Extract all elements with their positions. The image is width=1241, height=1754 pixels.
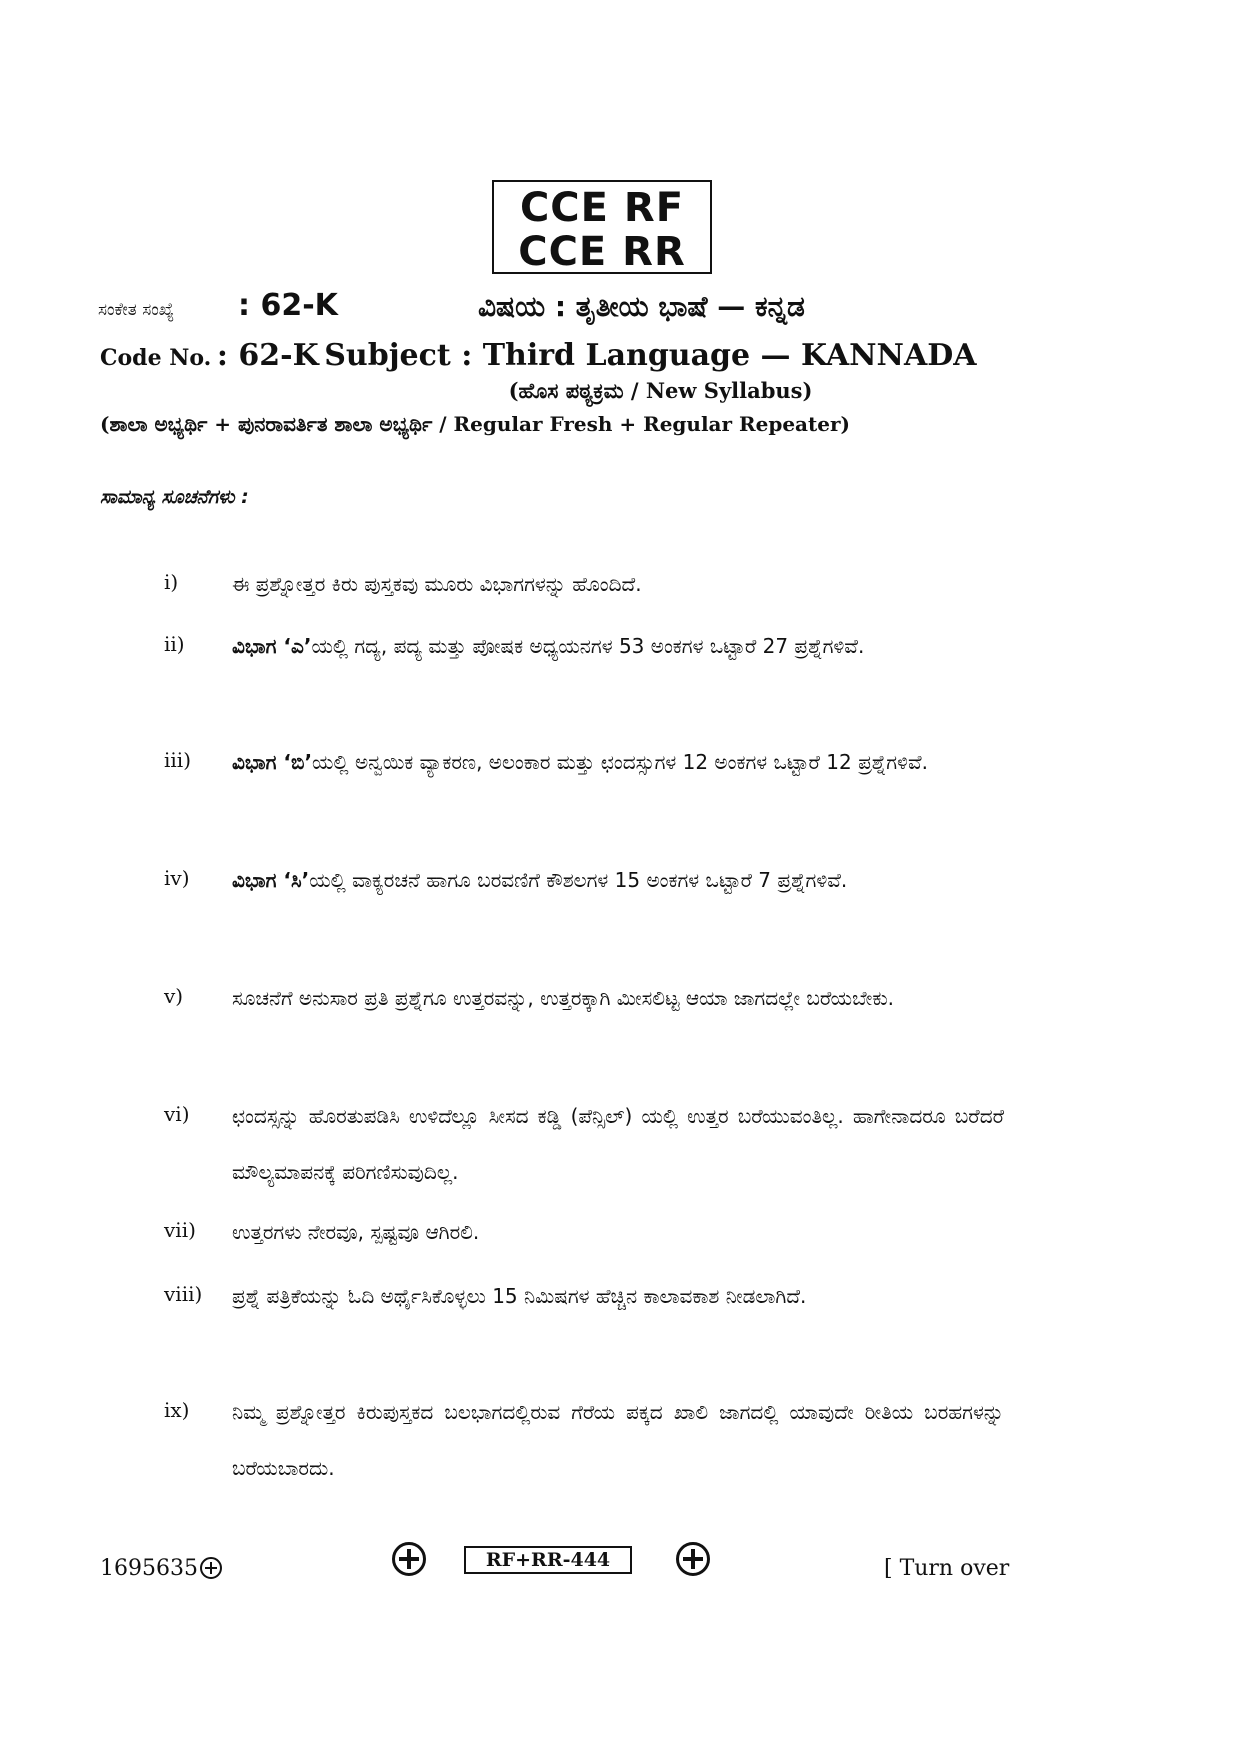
item-body: ಯಲ್ಲಿ ವಾಕ್ಯರಚನೆ ಹಾಗೂ ಬರವಣಿಗೆ ಕೌಶಲಗಳ 15 ಅಂಕಗಳ ಒಟ್ಟಾರೆ 7 ಪ್ರಶ್ನೆಗಳಿವೆ. [309, 868, 848, 892]
item-number: vii) [164, 1218, 196, 1242]
english-code-value: : 62-K [216, 338, 319, 373]
item-number: iii) [164, 748, 191, 772]
item-number: iv) [164, 866, 190, 890]
item-body: ಸೂಚನೆಗೆ ಅನುಸಾರ ಪ್ರತಿ ಪ್ರಶ್ನೆಗೂ ಉತ್ತರವನ್ನು, ಉತ್ತರಕ್ಕಾಗಿ ಮೀಸಲಿಟ್ಟ ಆಯಾ ಜಾಗದಲ್ಲೇ ಬರೆಯಬೇಕು. [232, 986, 895, 1010]
english-code-label: Code No. [100, 345, 212, 371]
item-bold: ವಿಭಾಗ ‘ಎ’ [232, 634, 312, 658]
item-body: ಯಲ್ಲಿ ಅನ್ವಯಿಕ ವ್ಯಾಕರಣ, ಅಲಂಕಾರ ಮತ್ತು ಛಂದಸ್ಸುಗಳ 12 ಅಂಕಗಳ ಒಟ್ಟಾರೆ 12 ಪ್ರಶ್ನೆಗಳಿವೆ. [312, 750, 928, 774]
item-body: ಪ್ರಶ್ನೆ ಪತ್ರಿಕೆಯನ್ನು ಓದಿ ಅರ್ಥೈಸಿಕೊಳ್ಳಲು 15 ನಿಮಿಷಗಳ ಹೆಚ್ಚಿನ ಕಾಲಾವಕಾಶ ನೀಡಲಾಗಿದೆ. [232, 1284, 807, 1308]
item-bold: ವಿಭಾಗ ‘ಸಿ’ [232, 868, 310, 892]
item-text [232, 1268, 1004, 1324]
code-line-1: CCE RF [519, 185, 685, 231]
serial-text: 1695635 [100, 1556, 198, 1581]
turn-over-label: [ Turn over [884, 1556, 1010, 1581]
item-text [232, 734, 1004, 790]
exam-code-box [492, 180, 712, 274]
registration-mark-icon [392, 1542, 426, 1576]
registration-mark-icon [200, 1557, 222, 1579]
item-bold: ವಿಭಾಗ ‘ಬಿ’ [232, 750, 313, 774]
item-text [232, 1384, 1004, 1496]
item-text [232, 618, 1004, 674]
instructions-title: ಸಾಮಾನ್ಯ ಸೂಚನೆಗಳು : [100, 486, 249, 508]
registration-mark-icon [676, 1542, 710, 1576]
kannada-code-value: : 62-K [238, 288, 338, 323]
syllabus-note: (ಹೊಸ ಪಠ್ಯಕ್ರಮ / New Syllabus) [508, 378, 813, 403]
serial-number [100, 1556, 222, 1581]
english-code-line [100, 338, 977, 373]
item-text [232, 970, 1004, 1026]
item-body: ಉತ್ತರಗಳು ನೇರವೂ, ಸ್ಪಷ್ಟವೂ ಆಗಿರಲಿ. [232, 1220, 480, 1244]
item-body: ಈ ಪ್ರಶ್ನೋತ್ತರ ಕಿರು ಪುಸ್ತಕವು ಮೂರು ವಿಭಾಗಗಳನ್ನು ಹೊಂದಿದೆ. [232, 572, 642, 596]
item-number: i) [164, 570, 179, 594]
candidates-note: (ಶಾಲಾ ಅಭ್ಯರ್ಥಿ + ಪುನರಾವರ್ತಿತ ಶಾಲಾ ಅಭ್ಯರ್ಥಿ / Regular Fresh + Regular Repeater) [100, 412, 850, 436]
kannada-code-label: ಸಂಕೇತ ಸಂಖ್ಯೆ [98, 300, 175, 320]
item-number: v) [164, 984, 184, 1008]
reference-code-box: RF+RR-444 [464, 1546, 632, 1574]
item-body: ಯಲ್ಲಿ ಗದ್ಯ, ಪದ್ಯ ಮತ್ತು ಪೋಷಕ ಅಧ್ಯಯನಗಳ 53 ಅಂಕಗಳ ಒಟ್ಟಾರೆ 27 ಪ್ರಶ್ನೆಗಳಿವೆ. [311, 634, 865, 658]
item-number: ix) [164, 1398, 190, 1422]
kannada-code-line [98, 288, 998, 328]
english-subject: Subject : Third Language — KANNADA [324, 338, 977, 373]
item-number: viii) [164, 1282, 203, 1306]
kannada-subject: ವಿಷಯ : ತೃತೀಯ ಭಾಷೆ — ಕನ್ನಡ [478, 290, 805, 323]
item-number: ii) [164, 632, 185, 656]
item-text [232, 556, 1004, 612]
item-text [232, 1204, 1004, 1260]
code-line-2: CCE RR [518, 229, 686, 275]
item-body: ಛಂದಸ್ಸನ್ನು ಹೊರತುಪಡಿಸಿ ಉಳಿದೆಲ್ಲೂ ಸೀಸದ ಕಡ್ಡಿ (ಪೆನ್ಸಿಲ್) ಯಲ್ಲಿ ಉತ್ತರ ಬರೆಯುವಂತಿಲ್ಲ. ಹಾಗೇನಾದರೂ ಬರೆದರೆ ಮೌಲ್ಯಮಾಪನಕ್ಕೆ ಪರಿಗಣಿಸುವುದಿಲ್ಲ. [232, 1104, 1004, 1184]
item-text [232, 1088, 1004, 1200]
item-number: vi) [164, 1102, 190, 1126]
item-text [232, 852, 1004, 908]
item-body: ನಿಮ್ಮ ಪ್ರಶ್ನೋತ್ತರ ಕಿರುಪುಸ್ತಕದ ಬಲಭಾಗದಲ್ಲಿರುವ ಗೆರೆಯ ಪಕ್ಕದ ಖಾಲಿ ಜಾಗದಲ್ಲಿ ಯಾವುದೇ ರೀತಿಯ ಬರಹಗಳನ್ನು ಬರೆಯಬಾರದು. [232, 1400, 1004, 1480]
